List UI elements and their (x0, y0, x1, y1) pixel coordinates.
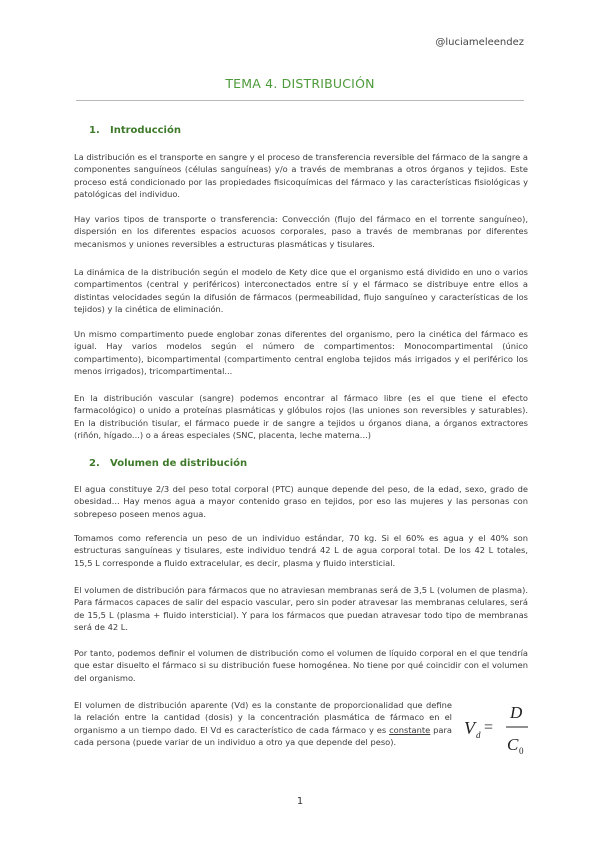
paragraph: El volumen de distribución para fármacos que no atraviesan membranas será de 3,5 L (volumen de plasma). Para fármacos capaces de salir del espacio vascular, pero sin poder atravesar las membranas celulares, será de 15,5 L (plasma + fluido intersticial). Y para los fármacos que puedan atravesar todo tipo de membranas será de 42 L. (74, 585, 528, 632)
formula-numerator: D (510, 703, 523, 722)
formula-lhs-subscript: d (476, 730, 481, 740)
paragraph: El agua constituye 2/3 del peso total corporal (PTC) aunque depende del peso, de la edad, sexo, grado de obesidad... Hay menos agua a mayor contenido graso en tejidos, por eso las mujeres y las personas con sobrepeso poseen menos agua. (74, 484, 528, 519)
paragraph: Hay varios tipos de transporte o transferencia: Convección (flujo del fármaco en el torrente sanguíneo), dispersión en los diferentes espacios acuosos corporales, paso a través de membranas por diferentes mecanismos y uniones reversibles a estructuras plasmáticas y tisulares. (74, 214, 528, 249)
formula-equals: = (484, 719, 494, 736)
text-run: El volumen de distribución aparente (Vd) es la constante de proporcionalidad que define la relación entre la cantidad (dosis) y la concentración plasmática de fármaco en el organismo a un tiempo dado. El Vd es característico de cada fármaco y es (74, 700, 452, 735)
formula-denominator: C (507, 735, 519, 754)
paragraph: La distribución es el transporte en sangre y el proceso de transferencia reversible del fármaco de la sangre a componentes sanguíneos (células sanguíneas) y/o a través de membranas a otros órganos y tejidos. Este proceso está condicionado por las propiedades fisicoquímicas del fármaco y las características fisiológicas y patológicas del individuo. (74, 152, 528, 199)
formula-lhs: V (464, 718, 475, 738)
section-heading-introduccion (89, 125, 181, 136)
section-title: Introducción (110, 125, 181, 136)
section-number: 1. (89, 125, 100, 136)
section-heading-volumen (89, 458, 247, 469)
paragraph: Un mismo compartimento puede englobar zonas diferentes del organismo, pero la cinética del fármaco es igual. Hay varios modelos según el número de compartimentos: Monocompartimental (único compartimento), bicompartimental (compartimento central engloba tejidos más irrigados y el periférico los menos irrigados), tricompartimental... (74, 329, 528, 376)
paragraph: En la distribución vascular (sangre) podemos encontrar al fármaco libre (es el que tiene el efecto farmacológico) o unido a proteínas plasmáticas y glóbulos rojos (las uniones son reversibles y saturables). En la distribución tisular, el fármaco puede ir de sangre a tejidos u órganos diana, a órganos extractores (riñón, hígado...) o a áreas especiales (SNC, placenta, leche materna...) (74, 393, 528, 440)
author-handle: @luciameleendez (435, 37, 524, 48)
formula-denominator-subscript: 0 (519, 746, 524, 756)
title-divider (76, 100, 524, 101)
vd-formula (462, 700, 530, 760)
text-run: para cada persona (puede variar de un individuo a otro ya que depende del peso). (74, 724, 453, 747)
paragraph: La dinámica de la distribución según el modelo de Kety dice que el organismo está dividido en uno o varios compartimentos (central y periféricos) interconectados entre sí y el fármaco se distribuye entre ellos a distintas velocidades según la difusión de fármacos (permeabilidad, flujo sanguíneo y características de los tejidos) y la cinética de eliminación. (74, 267, 528, 314)
page-number: 1 (296, 796, 304, 807)
section-number: 2. (89, 458, 100, 469)
section-title: Volumen de distribución (110, 458, 248, 469)
page-title: TEMA 4. DISTRIBUCIÓN (225, 76, 375, 91)
paragraph: Por tanto, podemos definir el volumen de distribución como el volumen de líquido corporal en el que tendría que estar disuelto el fármaco si su distribución fuese homogénea. No tiene por qué coincidir con el volumen del organismo. (74, 648, 528, 683)
paragraph-vd-definition (74, 699, 452, 748)
paragraph: Tomamos como referencia un peso de un individuo estándar, 70 kg. Si el 60% es agua y el 40% son estructuras sanguíneas y tisulares, este individuo tendrá 42 L de agua corporal total. De los 42 L totales, 15,5 L corresponde a fluido extracelular, es decir, plasma y fluido intersticial. (74, 533, 528, 568)
underlined-term: constante (389, 724, 431, 735)
